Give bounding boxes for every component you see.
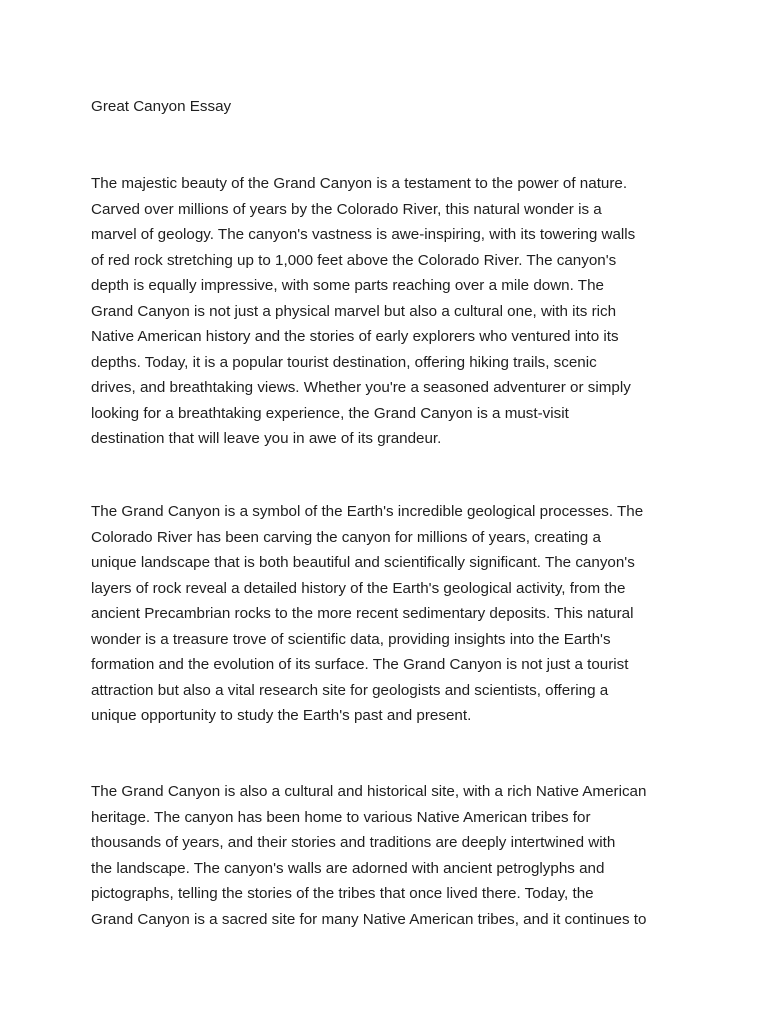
document-title: Great Canyon Essay	[91, 98, 232, 115]
paragraph-line: attraction but also a vital research site for geologists and scientists, offering a	[91, 681, 609, 699]
paragraph-line: The majestic beauty of the Grand Canyon is a testament to the power of nature.	[91, 175, 628, 192]
paragraph-line: looking for a breathtaking experience, the Grand Canyon is a must-visit	[91, 404, 569, 422]
paragraph-line: the landscape. The canyon's walls are adorned with ancient petroglyphs and	[91, 859, 605, 877]
paragraph	[91, 171, 691, 452]
paragraph-line: heritage. The canyon has been home to various Native American tribes for	[91, 808, 591, 826]
paragraph-line: drives, and breathtaking views. Whether you're a seasoned adventurer or simply	[91, 379, 631, 396]
paragraph-line: pictographs, telling the stories of the tribes that once lived there. Today, the	[91, 885, 594, 902]
paragraph-line: Grand Canyon is not just a physical marvel but also a cultural one, with its rich	[91, 302, 617, 320]
paragraph-line: of red rock stretching up to 1,000 feet above the Colorado River. The canyon's	[91, 251, 617, 269]
paragraph-line: ancient Precambrian rocks to the more recent sedimentary deposits. This natural	[91, 605, 634, 622]
paragraph-line: Native American history and the stories of early explorers who ventured into its	[91, 328, 619, 345]
paragraph-line: unique landscape that is both beautiful and scientifically significant. The canyon's	[91, 554, 635, 571]
paragraph-line: Grand Canyon is a sacred site for many Native American tribes, and it continues to	[91, 910, 647, 928]
paragraph-line: destination that will leave you in awe of its grandeur.	[91, 430, 442, 447]
paragraph-line: formation and the evolution of its surface. The Grand Canyon is not just a tourist	[91, 656, 629, 673]
paragraph-line: The Grand Canyon is a symbol of the Earth's incredible geological processes. The	[91, 503, 644, 520]
paragraph-line: wonder is a treasure trove of scientific data, providing insights into the Earth's	[91, 630, 611, 648]
paragraph-line: Carved over millions of years by the Colorado River, this natural wonder is a	[91, 200, 602, 218]
paragraph-line: layers of rock reveal a detailed history of the Earth's geological activity, from the	[91, 579, 626, 597]
paragraph	[91, 779, 691, 932]
paragraph-line: depth is equally impressive, with some parts reaching over a mile down. The	[91, 277, 604, 294]
paragraph-line: The Grand Canyon is also a cultural and historical site, with a rich Native American	[91, 783, 647, 800]
paragraph	[91, 499, 691, 729]
paragraph-line: marvel of geology. The canyon's vastness is awe-inspiring, with its towering walls	[91, 226, 636, 243]
paragraph-line: Colorado River has been carving the canyon for millions of years, creating a	[91, 528, 601, 546]
paragraph-line: depths. Today, it is a popular tourist destination, offering hiking trails, scenic	[91, 353, 597, 371]
paragraph-line: unique opportunity to study the Earth's past and present.	[91, 707, 472, 724]
paragraph-line: thousands of years, and their stories and traditions are deeply intertwined with	[91, 834, 616, 851]
